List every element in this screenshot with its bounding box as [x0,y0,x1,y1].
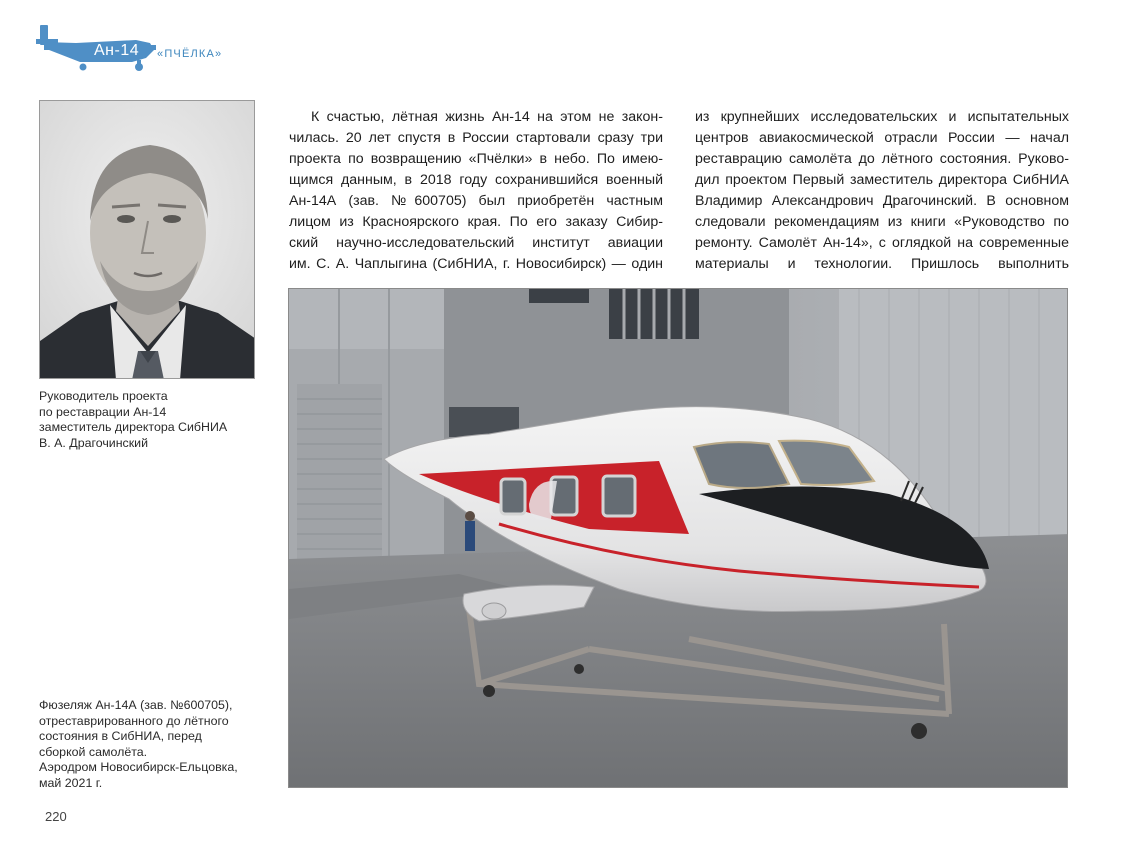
text-line: центров авиакосмической отрасли России — начал [695,130,1069,146]
text-line: Владимир Александрович Драгочинский. В основном [695,193,1069,209]
photo-caption-line: Фюзеляж Ан-14А (зав. №600705), [39,698,233,712]
photo-caption-line: отреставрированного до лётного [39,713,229,728]
text-line: К счастью, лётная жизнь Ан-14 на этом не закон- [311,109,663,125]
portrait-photo [39,100,255,379]
text-line: чилась. 20 лет спустя в России стартовали сразу три [289,130,663,146]
portrait-caption-line: по реставрации Ан-14 [39,404,167,419]
photo-caption-line: май 2021 г. [39,775,103,790]
photo-caption-line: Аэродром Новосибирск-Ельцовка, [39,760,238,774]
aircraft-nickname: «ПЧЁЛКА» [157,48,223,60]
text-line: Ан-14А (зав. №600705) был приобретён частным [289,193,663,209]
text-line: реставрацию самолёта до лётного состояния. Руково- [695,151,1069,167]
text-line: проекта по возвращению «Пчёлки» в небо. По имею- [289,151,663,167]
text-line: ский научно-исследовательский институт авиации [289,235,663,251]
text-line: следовали рекомендациям из книги «Руководство по [695,214,1069,230]
body-text-column-1 [289,107,663,275]
aircraft-fuselage-photo-icon [289,289,1068,788]
text-line: материалы и технологии. Пришлось выполнить [695,256,1069,272]
photo-caption-line: состояния в СибНИА, перед [39,729,202,743]
photo-caption [39,698,267,791]
text-line: дил проектом Первый заместитель директора СибНИА [695,172,1069,188]
text-line: им. С. А. Чаплыгина (СибНИА, г. Новосибирск) — один [289,256,663,272]
portrait-photo-icon [40,101,255,379]
aircraft-model-title: Ан-14 [94,42,140,59]
portrait-caption-line: заместитель директора СибНИА [39,420,228,434]
text-line: из крупнейших исследовательских и испытательных [695,109,1069,125]
photo-caption-line: сборкой самолёта. [39,744,148,759]
portrait-caption [39,389,259,451]
running-header [36,22,296,76]
portrait-caption-line: В. А. Драгочинский [39,435,149,450]
portrait-caption-line: Руководитель проекта [39,389,168,403]
page-number: 220 [45,809,67,824]
text-line: лицом из Красноярского края. По его заказу Сибир- [289,214,663,230]
text-line: щимся данным, в 2018 году сохранившийся военный [289,172,663,188]
body-text-column-2 [695,107,1069,275]
text-line: ремонту. Самолёт Ан-14», с оглядкой на современные [695,235,1069,251]
fuselage-photo [288,288,1068,788]
